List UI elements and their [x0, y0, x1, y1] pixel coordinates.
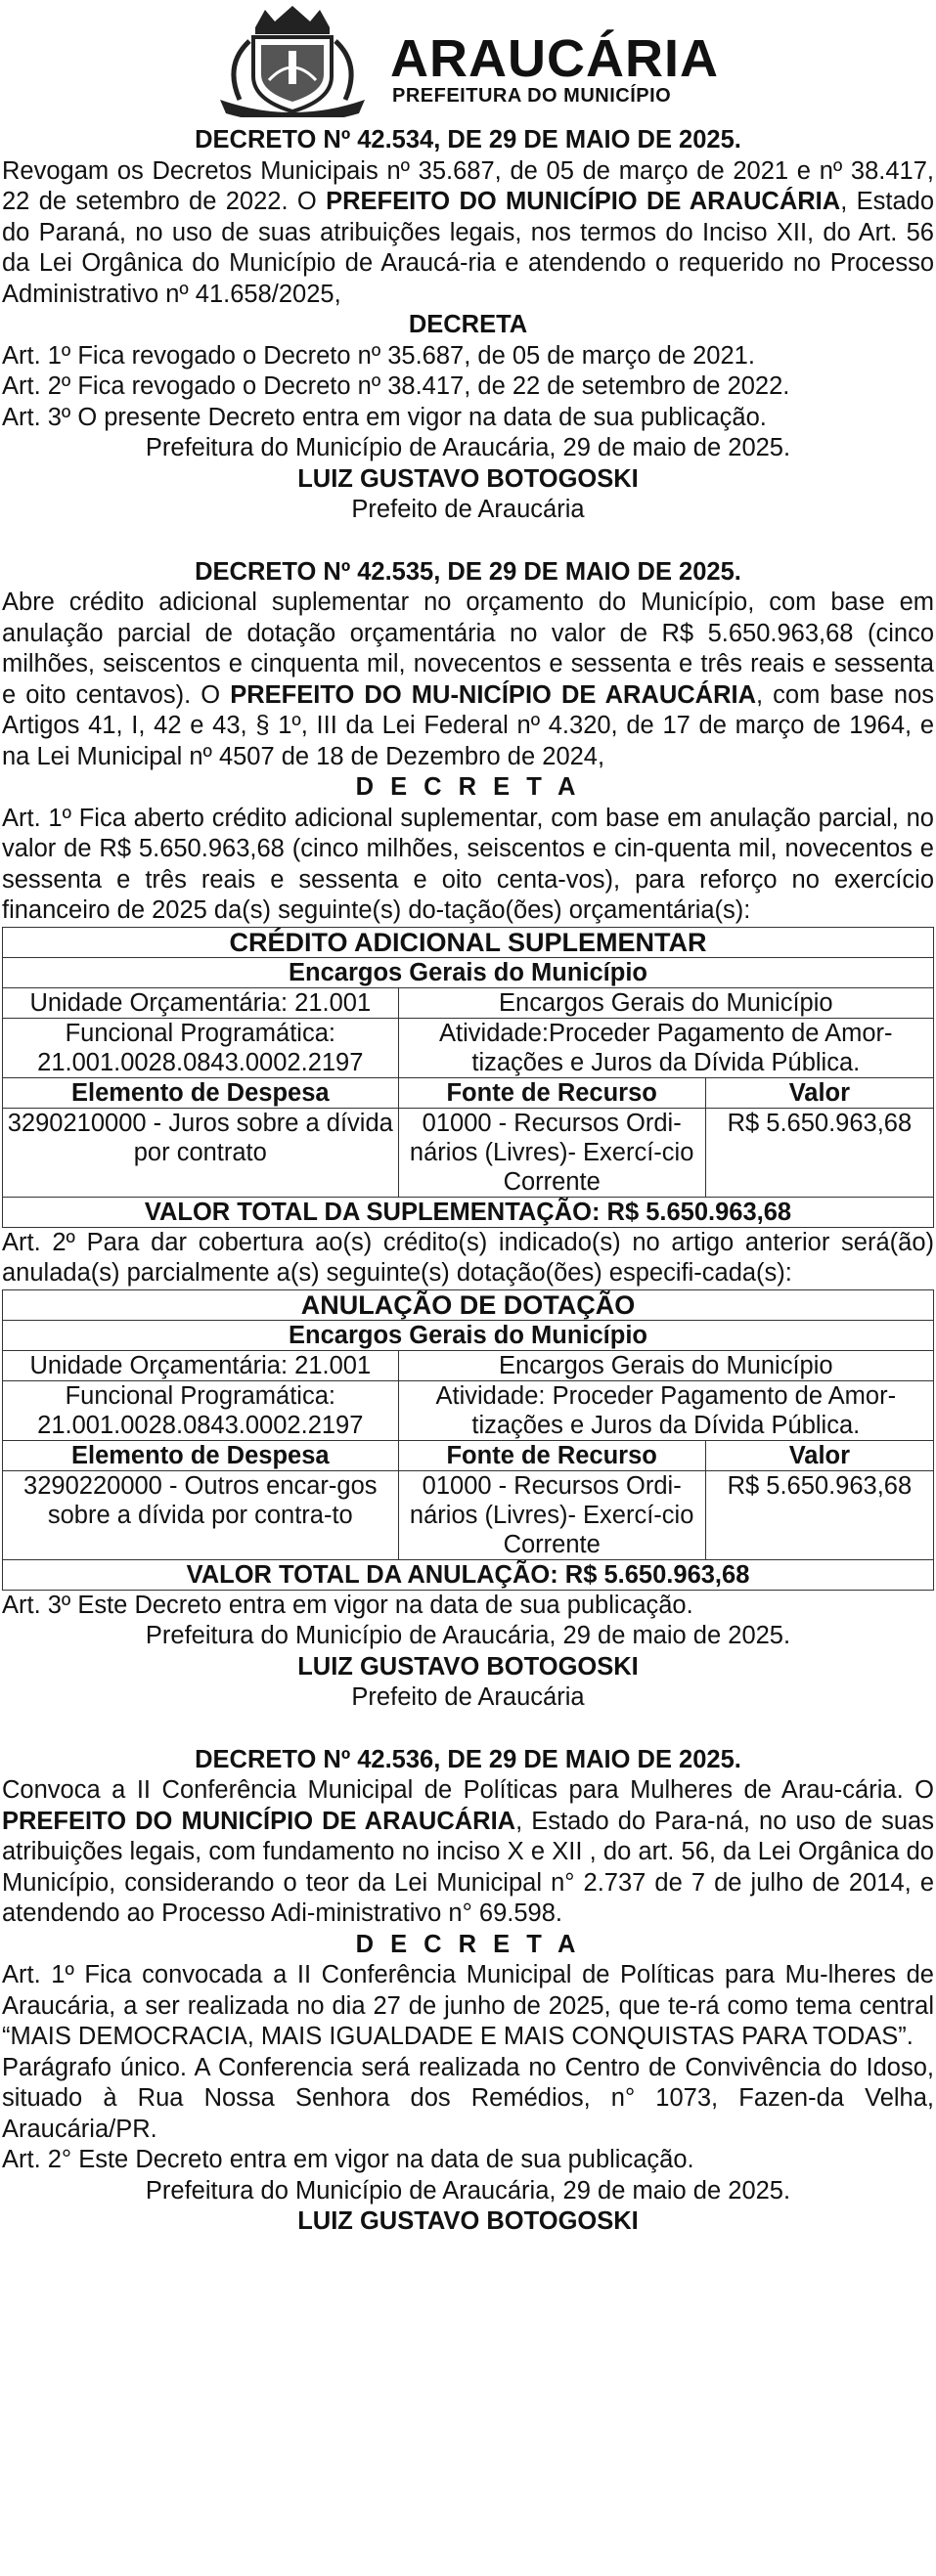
decree-intro: Abre crédito adicional suplementar no orçamento do Município, com base em anulação parcial de dotação orçamentária no valor de R$ 5.650.963,68 (cinco milhões, seiscentos e cinquenta mil, novecentos e sessenta e três reais e sessenta e oito centavos). O PREFEITO DO MU-NICÍPIO DE ARAUCÁRIA, com base nos Artigos 41, I, 42 e 43, § 1º, III da Lei Federal nº 4.320, de 17 de março de 1964, e na Lei Municipal nº 4507 de 18 de Dezembro de 2024,: [2, 589, 935, 770]
table-func-label: Funcional Programática: 21.001.0028.0843.0002.2197: [3, 1380, 399, 1440]
table-col-source: Fonte de Recurso: [398, 1077, 705, 1108]
decree-signer: LUIZ GUSTAVO BOTOGOSKI: [297, 2207, 639, 2235]
decree-paragraph: Parágrafo único. A Conferencia será realizada no Centro de Convivência do Idoso, situado à Rua Nossa Senhora dos Remédios, n° 1073, Fazen-da Velha, Araucária/PR.: [2, 2053, 934, 2143]
header: [2, 0, 934, 125]
decree-article: Art. 3º Este Decreto entra em vigor na data de sua publicação.: [2, 1591, 693, 1619]
decree-article: Art. 1º Fica convocada a II Conferência Municipal de Políticas para Mu-lheres de Araucária, a ser realizada no dia 27 de junho de 2025, que te-rá como tema central “MAIS DEMOCRACIA, MAIS IGUALDADE E MAIS CONQUISTAS PARA TODAS”.: [2, 1961, 934, 2050]
decree-article: Art. 1º Fica revogado o Decreto nº 35.687, de 05 de março de 2021.: [2, 341, 755, 370]
decree-article: Art. 2° Este Decreto entra em vigor na data de sua publicação.: [2, 2146, 694, 2173]
appropriation-cancellation-table: [2, 1289, 934, 1591]
decree-article: Art. 2º Fica revogado o Decreto nº 38.417, de 22 de setembro de 2022.: [2, 372, 790, 400]
decree-intro: Convoca a II Conferência Municipal de Políticas para Mulheres de Arau-cária. O PREFEITO DO MUNICÍPIO DE ARAUCÁRIA, Estado do Para-ná, no uso de suas atribuições legais, com fundamento no inciso X e XII , do art. 56, da Lei Orgânica do Município, considerando o teor da Lei Municipal n° 2.737 de 7 de julho de 2014, e atendendo ao Processo Adi-ministrativo n° 69.598.: [2, 1776, 934, 1927]
decree-place-date: Prefeitura do Município de Araucária, 29 de maio de 2025.: [145, 2176, 791, 2205]
decree-title: DECRETO Nº 42.535, DE 29 DE MAIO DE 2025.: [195, 557, 741, 586]
decree-decreta: D E C R E T A: [355, 773, 581, 801]
municipal-crest-icon: [210, 6, 375, 117]
table-heading: CRÉDITO ADICIONAL SUPLEMENTAR: [3, 927, 934, 957]
decree-title: DECRETO Nº 42.536, DE 29 DE MAIO DE 2025.: [195, 1745, 741, 1773]
table-total: VALOR TOTAL DA SUPLEMENTAÇÃO: R$ 5.650.963,68: [3, 1197, 934, 1227]
table-col-value: Valor: [705, 1077, 933, 1108]
table-row-value: R$ 5.650.963,68: [705, 1470, 933, 1559]
table-unit-label: Unidade Orçamentária: 21.001: [3, 987, 399, 1018]
table-unit-value: Encargos Gerais do Município: [398, 987, 933, 1018]
table-col-element: Elemento de Despesa: [3, 1077, 399, 1108]
table-heading: ANULAÇÃO DE DOTAÇÃO: [3, 1289, 934, 1320]
decree-article: Art. 1º Fica aberto crédito adicional suplementar, com base em anulação parcial, no valor de R$ 5.650.963,68 (cinco milhões, seiscentos e cin-quenta mil, novecentos e sessenta e três reais e sessenta e oito centa-vos), para reforço no exercício financeiro de 2025 da(s) seguinte(s) do-tação(ões) orçamentária(s):: [2, 804, 934, 924]
table-func-label: Funcional Programática: 21.001.0028.0843.0002.2197: [3, 1018, 399, 1077]
table-unit-label: Unidade Orçamentária: 21.001: [3, 1350, 399, 1380]
table-func-value: Atividade:Proceder Pagamento de Amor-tizações e Juros da Dívida Pública.: [398, 1018, 933, 1077]
decree-signer: LUIZ GUSTAVO BOTOGOSKI: [297, 1652, 639, 1681]
decree-article: Art. 3º O presente Decreto entra em vigor na data de sua publicação.: [2, 403, 767, 431]
table-row-source: 01000 - Recursos Ordi-nários (Livres)- Exercí-cio Corrente: [398, 1108, 705, 1197]
decree-place-date: Prefeitura do Município de Araucária, 29 de maio de 2025.: [145, 1622, 791, 1649]
table-row-value: R$ 5.650.963,68: [705, 1108, 933, 1197]
decree-intro: Revogam os Decretos Municipais nº 35.687, de 05 de março de 2021 e nº 38.417, 22 de setembro de 2022. O PREFEITO DO MUNICÍPIO DE ARAUCÁRIA, Estado do Paraná, no uso de suas atribuições legais, nos termos do Inciso XII, do Art. 56 da Lei Orgânica do Município de Araucá-ria e atendendo o requerido no Processo Administrativo nº 41.658/2025,: [2, 156, 934, 308]
decree-role: Prefeito de Araucária: [351, 496, 585, 523]
table-org: Encargos Gerais do Município: [3, 1320, 934, 1350]
table-func-value: Atividade: Proceder Pagamento de Amor-tizações e Juros da Dívida Pública.: [398, 1380, 933, 1440]
table-col-element: Elemento de Despesa: [3, 1440, 399, 1470]
table-row-source: 01000 - Recursos Ordi-nários (Livres)- Exercí-cio Corrente: [398, 1470, 705, 1559]
table-org: Encargos Gerais do Município: [3, 957, 934, 987]
table-unit-value: Encargos Gerais do Município: [398, 1350, 933, 1380]
decree-signer: LUIZ GUSTAVO BOTOGOSKI: [297, 464, 639, 493]
table-col-source: Fonte de Recurso: [398, 1440, 705, 1470]
document-body: [2, 125, 934, 2238]
table-row-element: 3290220000 - Outros encar-gos sobre a dívida por contra-to: [3, 1470, 399, 1559]
brand-name: ARAUCÁRIA: [390, 29, 719, 88]
table-row-element: 3290210000 - Juros sobre a dívida por contrato: [3, 1108, 399, 1197]
decree-decreta: DECRETA: [408, 311, 528, 338]
decree-place-date: Prefeitura do Município de Araucária, 29 de maio de 2025.: [145, 434, 791, 461]
decree-title: DECRETO Nº 42.534, DE 29 DE MAIO DE 2025.: [195, 126, 741, 153]
table-col-value: Valor: [705, 1440, 933, 1470]
brand-block: [390, 29, 719, 108]
decree-decreta: D E C R E T A: [355, 1930, 581, 1958]
brand-subtitle: PREFEITURA DO MUNICÍPIO: [392, 85, 672, 107]
supplementary-credit-table: [2, 927, 934, 1228]
decree-role: Prefeito de Araucária: [351, 1683, 585, 1711]
decree-article: Art. 2º Para dar cobertura ao(s) crédito(s) indicado(s) no artigo anterior será(ão) anulada(s) parcialmente a(s) seguinte(s) dotação(ões) especifi-cada(s):: [2, 1228, 934, 1287]
table-total: VALOR TOTAL DA ANULAÇÃO: R$ 5.650.963,68: [3, 1559, 934, 1590]
